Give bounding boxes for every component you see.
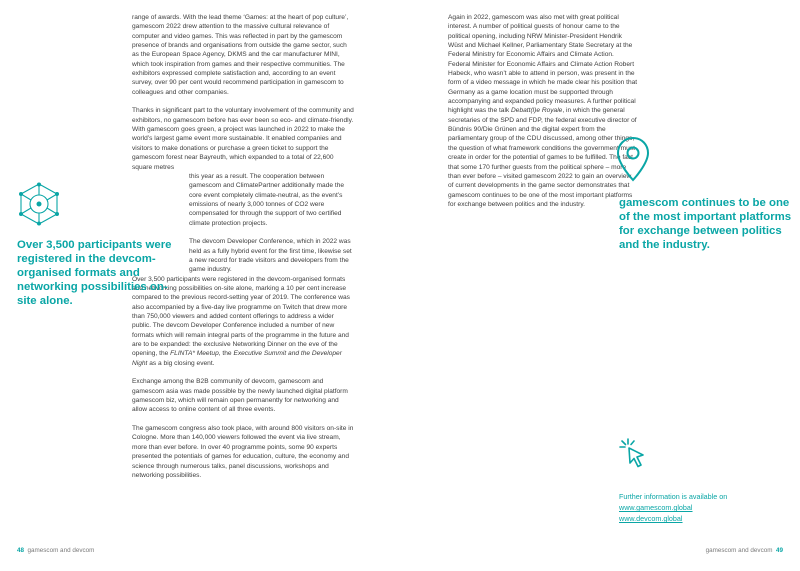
pull-quote: Over 3,500 participants were registered in the devcom-organised formats and networking possibilities on-site alone. <box>17 239 172 307</box>
paragraph-part: Thanks in significant part to the voluntary involvement of the community and exhibitors, no gamescom before has ever been so eco- and climate-friendly. With gamescom goes green, a project was launched in 2022 to make the world’s largest game event more sustainable. It enabled companies and visitors to make donations or purchase a green ticket to support the gamescom forest near Bayreuth, which expanded to a total of 22,600 square metres <box>132 107 354 171</box>
paragraph-part: Over 3,500 participants were registered in the devcom-organised formats and networking possibilities on-site alone, marking a 10 per cent increase compared to the previous record-setting year of 2019. The conference was also accompanied by a five-day live programme on Twitch that drew more than 750,000 viewers and added content offerings to address a wider public. The devcom Developer Conference included a number of new formats which will remain integral parts of the programme in the future and are to be expanded: the exclusive Networking Dinner on the eve of the opening, the <box>132 275 350 358</box>
paragraph-part: , the <box>218 350 234 358</box>
paragraph-part: Again in 2022, gamescom was also met with great political interest. A number of political guests of honour came to the political opening, including NRW Minister-President Hendrik Wüst and Michael Kellner, Parliamentary State Secretary at the Federal Ministry for Economic Affairs and Climate Action. Federal Minister for Economic Affairs and Climate Action Robert Habeck, who wasn’t able to attend in person, was present in the form of a video message in which he made clear his position that Germany as a game location must be supported through accompanying and expanded policy measures. A further political highlight was the talk <box>448 14 638 115</box>
footer-label: gamescom and devcom <box>705 547 773 554</box>
paragraph: this year as a result. The cooperation between gamescom and ClimatePartner additionally made the core event completely climate-neutral, as the event’s emissions of nearly 3,000 tonnes of CO2 were compensated for through the support of two certified climate protection projects. <box>189 172 345 227</box>
page-number: 49 <box>775 547 783 554</box>
paragraph <box>448 13 638 209</box>
paragraph: range of awards. With the lead theme ‘Games: at the heart of pop culture’, gamescom 2022 drew attention to the massive cultural relevance of computer and video games. This was reflected in part by the gamescom presence of brands and organisations from outside the game sector, such as the European Space Agency, DKMS and the car manufacturer MINI, which took inspiration from games and their respective communities. The exhibitors expressed complete satisfaction and, according to an event survey, over 90 per cent would recommend participation in gamescom to colleagues and other companies. <box>132 14 349 96</box>
paragraph-part: as a big closing event. <box>147 359 215 367</box>
footer-label: gamescom and devcom <box>27 547 95 554</box>
paragraph: Exchange among the B2B community of devcom, gamescom and gamescom asia was made possible by the newly launched digital platform gamescom biz, which will remain open permanently for networking and allow access to online content of all three events. <box>132 378 348 414</box>
paragraph-emphasis: Executive Summit and the Developer Night <box>132 350 342 367</box>
devcom-link[interactable]: www.devcom.global <box>619 514 683 524</box>
right-column-text <box>448 13 638 219</box>
pull-quote: gamescom continues to be one of the most important platforms for exchange between politics and the industry. <box>619 197 792 251</box>
paragraph <box>132 106 354 171</box>
footer <box>17 547 94 554</box>
paragraph-emphasis: Debatt(l)e Royale <box>511 107 563 115</box>
page-number: 48 <box>17 547 25 554</box>
further-info <box>619 491 789 525</box>
paragraph: The devcom Developer Conference, which in 2022 was held as a fully hybrid event for the first time, likewise set a new record for trade visitors and developers from the game industry. <box>189 238 352 274</box>
footer <box>706 547 783 554</box>
location-pin-icon <box>615 136 651 188</box>
gamescom-link[interactable]: www.gamescom.global <box>619 503 693 513</box>
further-info-label: Further information is available on <box>619 492 728 501</box>
paragraph: The gamescom congress also took place, with around 800 visitors on-site in Cologne. More than 140,000 viewers followed the event via live stream, more than ever before. In over 40 programme points, some 90 experts presented the potentials of games for education, culture, the economy and science through numerous talks, panel discussions, workshops and networking possibilities. <box>132 425 354 479</box>
paragraph-part: , in which the general secretaries of the SPD and FDP, the federal executive director of Bündnis 90/Die Grünen and the digital expert from the parliamentary group of the CDU discussed, among other things, the question of what framework conditions the government must create in order for the potential of games to be fulfilled. The fact that some 170 further guests from the political sphere – more than ever before – visited gamescom 2022 to gain an overview of current developments in the game sector demonstrates that gamescom continues to be one of the most important platforms for exchange between politics and the industry. <box>448 107 637 208</box>
cursor-click-icon <box>618 437 648 471</box>
paragraph-emphasis: FLINTA* Meetup <box>170 350 219 358</box>
network-icon <box>17 182 61 226</box>
